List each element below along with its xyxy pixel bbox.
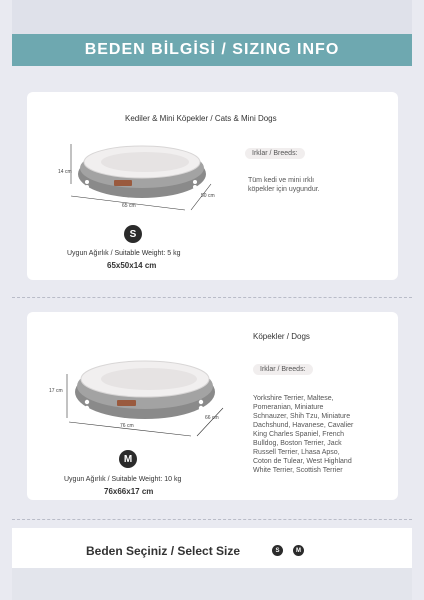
sizing-banner — [12, 34, 412, 66]
breeds-description: Tüm kedi ve mini ırklı köpekler için uygundur. — [248, 177, 320, 193]
suitable-weight: Uygun Ağırlık / Suitable Weight: 10 kg — [64, 476, 182, 483]
dimension-lines-small — [65, 144, 215, 224]
dim-height: 14 cm — [58, 169, 72, 175]
dim-height: 17 cm — [49, 388, 63, 394]
size-badge-m: M — [119, 450, 137, 468]
category-title: Kediler & Mini Köpekler / Cats & Mini Dogs — [125, 114, 277, 123]
dim-width: 50 cm — [201, 193, 215, 199]
top-band — [12, 0, 412, 34]
size-badge-s: S — [124, 225, 142, 243]
divider — [12, 297, 412, 298]
breeds-description: Yorkshire Terrier, Maltese, Pomeranian, Miniature Schnauzer, Shih Tzu, Miniature Dachshund, Havanese, Cavalier King Charles Spaniel, French Bulldog, Boston Terrier, Jack Russell Terrier, Lhasa Apso, Coton de Tulear, West Highland White Terrier, Scottish Terrier — [253, 395, 354, 474]
dimensions: 65x50x14 cm — [107, 261, 157, 270]
divider — [12, 519, 412, 520]
size-card-medium — [27, 312, 398, 500]
category-title: Köpekler / Dogs — [253, 332, 310, 341]
banner-title: BEDEN BİLGİSİ / SIZING INFO — [84, 41, 340, 58]
breeds-label: Irklar / Breeds: — [253, 364, 313, 375]
breeds-label: Irklar / Breeds: — [245, 148, 305, 159]
size-option-m[interactable]: M — [293, 545, 304, 556]
dim-length: 76 cm — [120, 423, 134, 429]
dim-length: 65 cm — [122, 203, 136, 209]
dimensions: 76x66x17 cm — [104, 487, 154, 496]
suitable-weight: Uygun Ağırlık / Suitable Weight: 5 kg — [67, 250, 181, 257]
dimension-lines-medium — [61, 360, 231, 446]
dim-width: 66 cm — [205, 415, 219, 421]
bottom-band — [12, 568, 412, 600]
size-card-small — [27, 92, 398, 280]
select-size-label: Beden Seçiniz / Select Size — [86, 544, 241, 558]
size-option-s[interactable]: S — [272, 545, 283, 556]
